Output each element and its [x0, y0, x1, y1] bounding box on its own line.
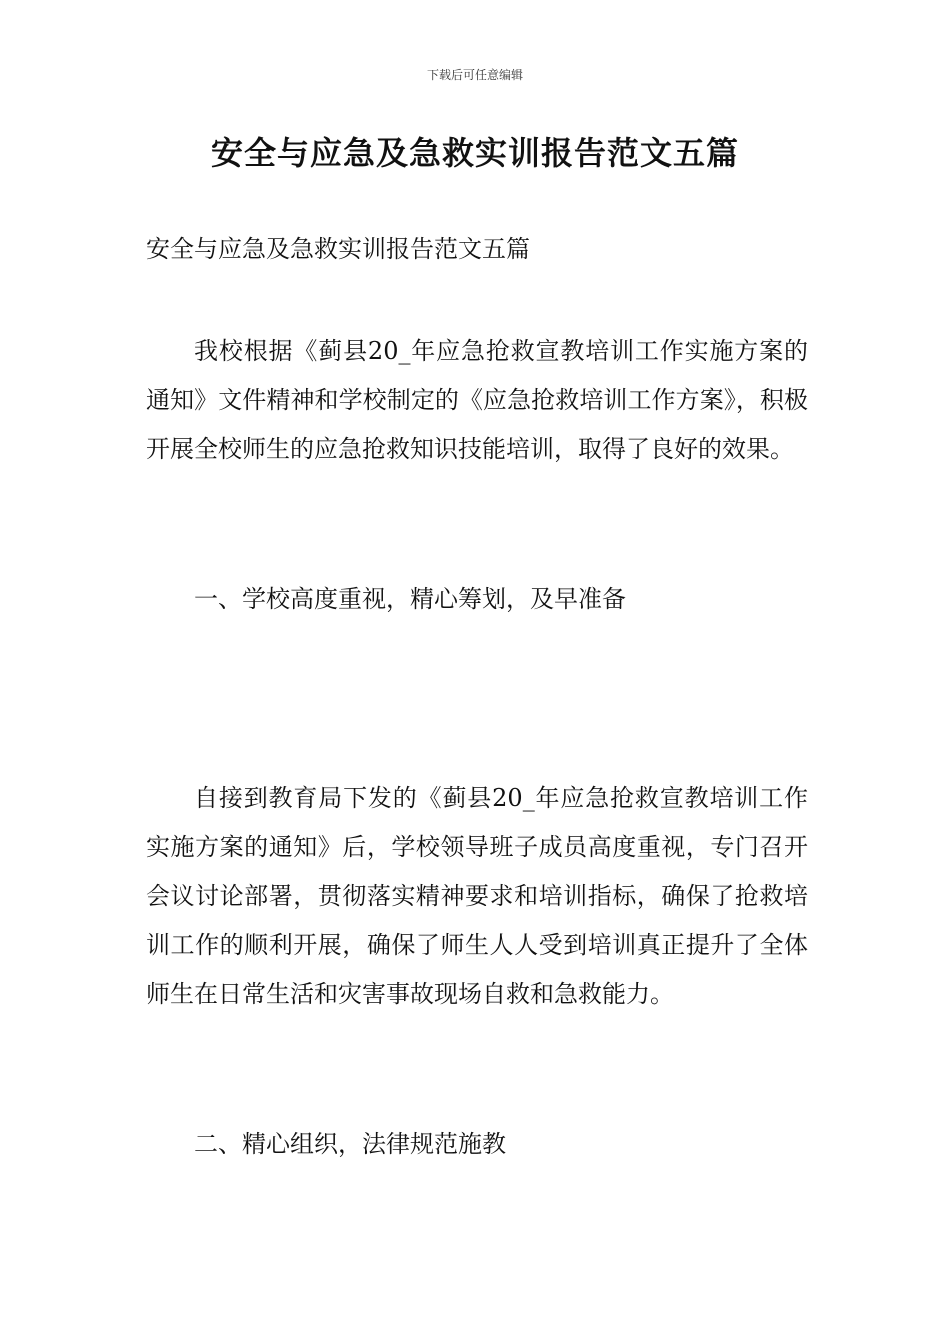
- section-heading-2: 二、精心组织，法律规范施教: [194, 1130, 506, 1158]
- section-heading-1: 一、学校高度重视，精心筹划，及早准备: [194, 585, 626, 613]
- document-title: 安全与应急及急救实训报告范文五篇: [210, 134, 739, 172]
- document-subtitle: 安全与应急及急救实训报告范文五篇: [146, 235, 530, 263]
- paragraph-intro: 我校根据《蓟县20_年应急抢救宣教培训工作实施方案的通知》文件精神和学校制定的《应急抢救培训工作方案》，积极开展全校师生的应急抢救知识技能培训，取得了良好的效果。: [146, 337, 808, 463]
- header-note: 下载后可任意编辑: [426, 68, 523, 82]
- paragraph-section-1: 自接到教育局下发的《蓟县20_年应急抢救宣教培训工作实施方案的通知》后，学校领导班子成员高度重视，专门召开会议讨论部署，贯彻落实精神要求和培训指标，确保了抢救培训工作的顺利开展，确保了师生人人受到培训真正提升了全体师生在日常生活和灾害事故现场自救和急救能力。: [146, 784, 808, 1008]
